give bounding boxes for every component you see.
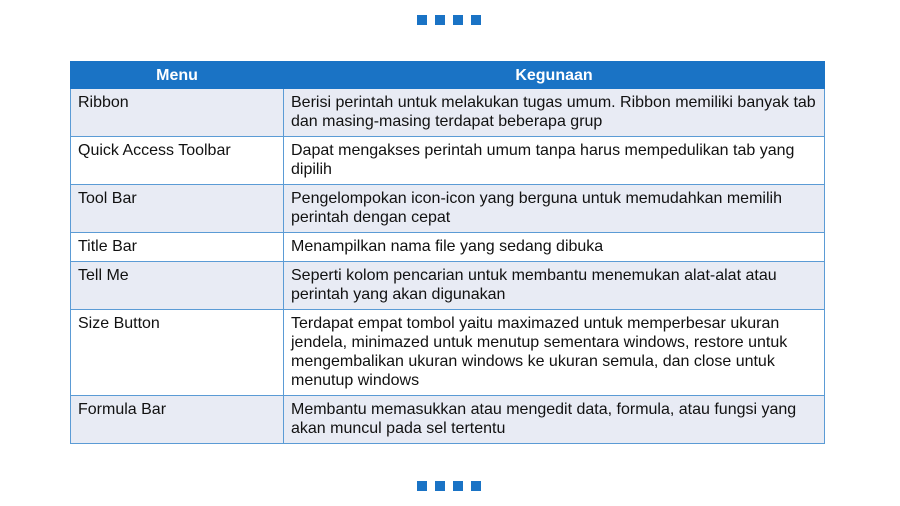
bottom-decorative-squares	[417, 481, 481, 491]
square-icon	[435, 15, 445, 25]
menu-cell: Title Bar	[71, 233, 284, 262]
kegunaan-cell: Pengelompokan icon-icon yang berguna untuk memudahkan memilih perintah dengan cepat	[284, 185, 825, 233]
menu-cell: Formula Bar	[71, 396, 284, 444]
table-row	[71, 262, 825, 310]
table-row	[71, 233, 825, 262]
top-decorative-squares	[417, 15, 481, 25]
kegunaan-cell: Terdapat empat tombol yaitu maximazed untuk memperbesar ukuran jendela, minimazed untuk menutup sementara windows, restore untuk mengembalikan ukuran windows ke ukuran semula, dan close untuk menutup windows	[284, 310, 825, 396]
menu-cell: Tell Me	[71, 262, 284, 310]
kegunaan-cell: Dapat mengakses perintah umum tanpa harus mempedulikan tab yang dipilih	[284, 137, 825, 185]
square-icon	[453, 481, 463, 491]
square-icon	[417, 15, 427, 25]
table-header-row	[71, 62, 825, 89]
table-row	[71, 396, 825, 444]
menu-cell: Ribbon	[71, 89, 284, 137]
square-icon	[453, 15, 463, 25]
table-row	[71, 137, 825, 185]
square-icon	[435, 481, 445, 491]
kegunaan-cell: Seperti kolom pencarian untuk membantu menemukan alat-alat atau perintah yang akan digunakan	[284, 262, 825, 310]
square-icon	[471, 481, 481, 491]
menu-cell: Quick Access Toolbar	[71, 137, 284, 185]
square-icon	[417, 481, 427, 491]
header-menu: Menu	[71, 62, 284, 89]
table-row	[71, 185, 825, 233]
table-row	[71, 89, 825, 137]
kegunaan-cell: Menampilkan nama file yang sedang dibuka	[284, 233, 825, 262]
header-kegunaan: Kegunaan	[284, 62, 825, 89]
table-row	[71, 310, 825, 396]
menu-cell: Size Button	[71, 310, 284, 396]
kegunaan-cell: Membantu memasukkan atau mengedit data, formula, atau fungsi yang akan muncul pada sel tertentu	[284, 396, 825, 444]
menu-cell: Tool Bar	[71, 185, 284, 233]
menu-table	[70, 61, 825, 444]
kegunaan-cell: Berisi perintah untuk melakukan tugas umum. Ribbon memiliki banyak tab dan masing-masing terdapat beberapa grup	[284, 89, 825, 137]
square-icon	[471, 15, 481, 25]
